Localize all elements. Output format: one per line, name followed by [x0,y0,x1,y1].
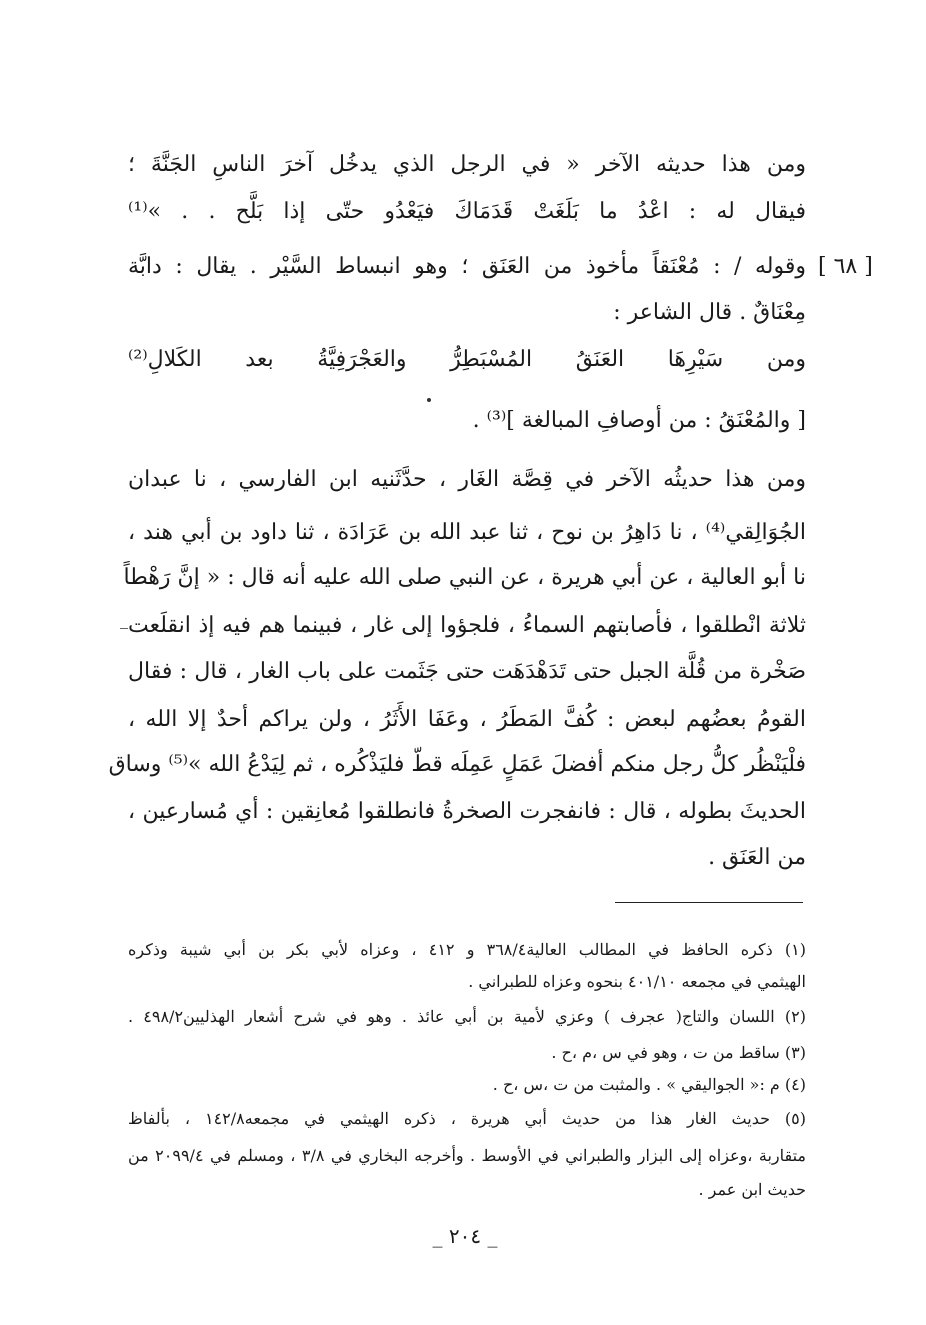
text-line-6: [ والمُعْنَقُ : من أوصافِ المبالغة ]⁽³⁾ . [472,408,806,433]
text-line-12: القومُ بعضُهم لبعض : كُفَّ المَطَرُ ، وعَفَا الأَثَرُ ، ولن يراكم أحدٌ إلا الله ، [128,707,806,732]
text-line-11: صَخْرة من قُلَّة الجبل حتى تَدَهْدَهَت حتى جَثَمت على باب الغار ، قال : فقال [128,659,806,684]
text-line-7: ومن هذا حديثُه الآخر في قِصَّة الغَار ، حدَّثَنيه ابن الفارسي ، نا عبدان [128,467,806,492]
text-line-3: وقوله / : مُعْنَقاً مأخوذ من العَنَق ؛ وهو انبساط السَّيْر . يقال : دابَّة [128,254,806,279]
footnote-3: (٣) ساقط من ت ، وهو في س ،م ،ح . [551,1043,806,1062]
footnote-5: (٥) حديث الغار هذا من حديث أبي هريرة ، ذكره الهيثمي في مجمعه١٤٢/٨ ، بألفاظ [128,1109,807,1128]
text-line-14: الحديثَ بطوله ، قال : فانفجرت الصخرةُ فانطلقوا مُعانِقين : أي مُسارعين ، [128,799,806,824]
margin-mark [120,628,128,629]
text-line-10: ثلاثة انْطلقوا ، فأصابتهم السماءُ ، فلجؤوا إلى غار ، فبينما هم فيه إذ انقلَعت [128,613,806,638]
footnote-4: (٤) م :« الجواليقي » . والمثبت من ت ،س ،ح . [492,1075,806,1094]
footnote-1: (١) ذكره الحافظ في المطالب العالية٣٦٨/٤ و ٤١٢ ، وعزاه لأبي بكر بن أبي شيبة وذكره [128,940,806,959]
text-line-15: من العَنَق . [708,845,806,870]
margin-page-reference: [ ٦٨ ] [818,254,873,279]
text-line-8: الجُوَالِقي⁽⁴⁾ ، نا دَاهِرُ بن نوح ، ثنا عبد الله بن عَرَادَة ، ثنا داود بن أبي هند ، [128,520,806,545]
text-line-13: فلْيَنْظُر كلُّ رجل منكم أفضلَ عَمَلٍ عَمِلَه قطّ فليَذْكُره ، ثم لِيَدْعُ الله »⁽⁵⁾ وساق [108,752,806,777]
footnote-separator [615,902,803,903]
text-line-2: فيقال له : اعْدُ ما بَلَغَتْ قَدَمَاكَ فيَعْدُو حتّى إذا بَلَّح . . »⁽¹⁾ [128,199,806,224]
text-line-1: ومن هذا حديثه الآخر « في الرجل الذي يدخُل آخرَ الناسِ الجَنَّةَ ؛ [128,152,806,177]
text-line-9: نا أبو العالية ، عن أبي هريرة ، عن النبي صلى الله عليه أنه قال : « إنَّ رَهْطاً [123,565,806,590]
ink-speck [427,398,431,402]
footnote-2: (٢) اللسان والتاج( عجرف ) وعزي لأمية بن أبي عائذ . وهو في شرح أشعار الهذليين٤٩٨/٢ . [128,1007,806,1026]
text-line-4: مِعْنَاقٌ . قال الشاعر : [613,300,806,325]
poetry-verse: ومن سَيْرِهَا العَنَقُ المُسْبَطِرُّ والعَجْرَفِيَّةُ بعد الكَلالِ⁽²⁾ [128,347,806,372]
footnote-1-cont: الهيثمي في مجمعه ٤٠١/١٠ بنحوه وعزاه للطبراني . [468,972,806,991]
footnote-5-end: حديث ابن عمر . [698,1180,806,1199]
footnote-5-cont: متقاربة ،وعزاه إلى البزار والطبراني في الأوسط . وأخرجه البخاري في ٣/٨ ، ومسلم في ٢٠٩٩/٤ من [128,1146,806,1165]
page-number: _ ٢٠٤ _ [432,1224,498,1248]
